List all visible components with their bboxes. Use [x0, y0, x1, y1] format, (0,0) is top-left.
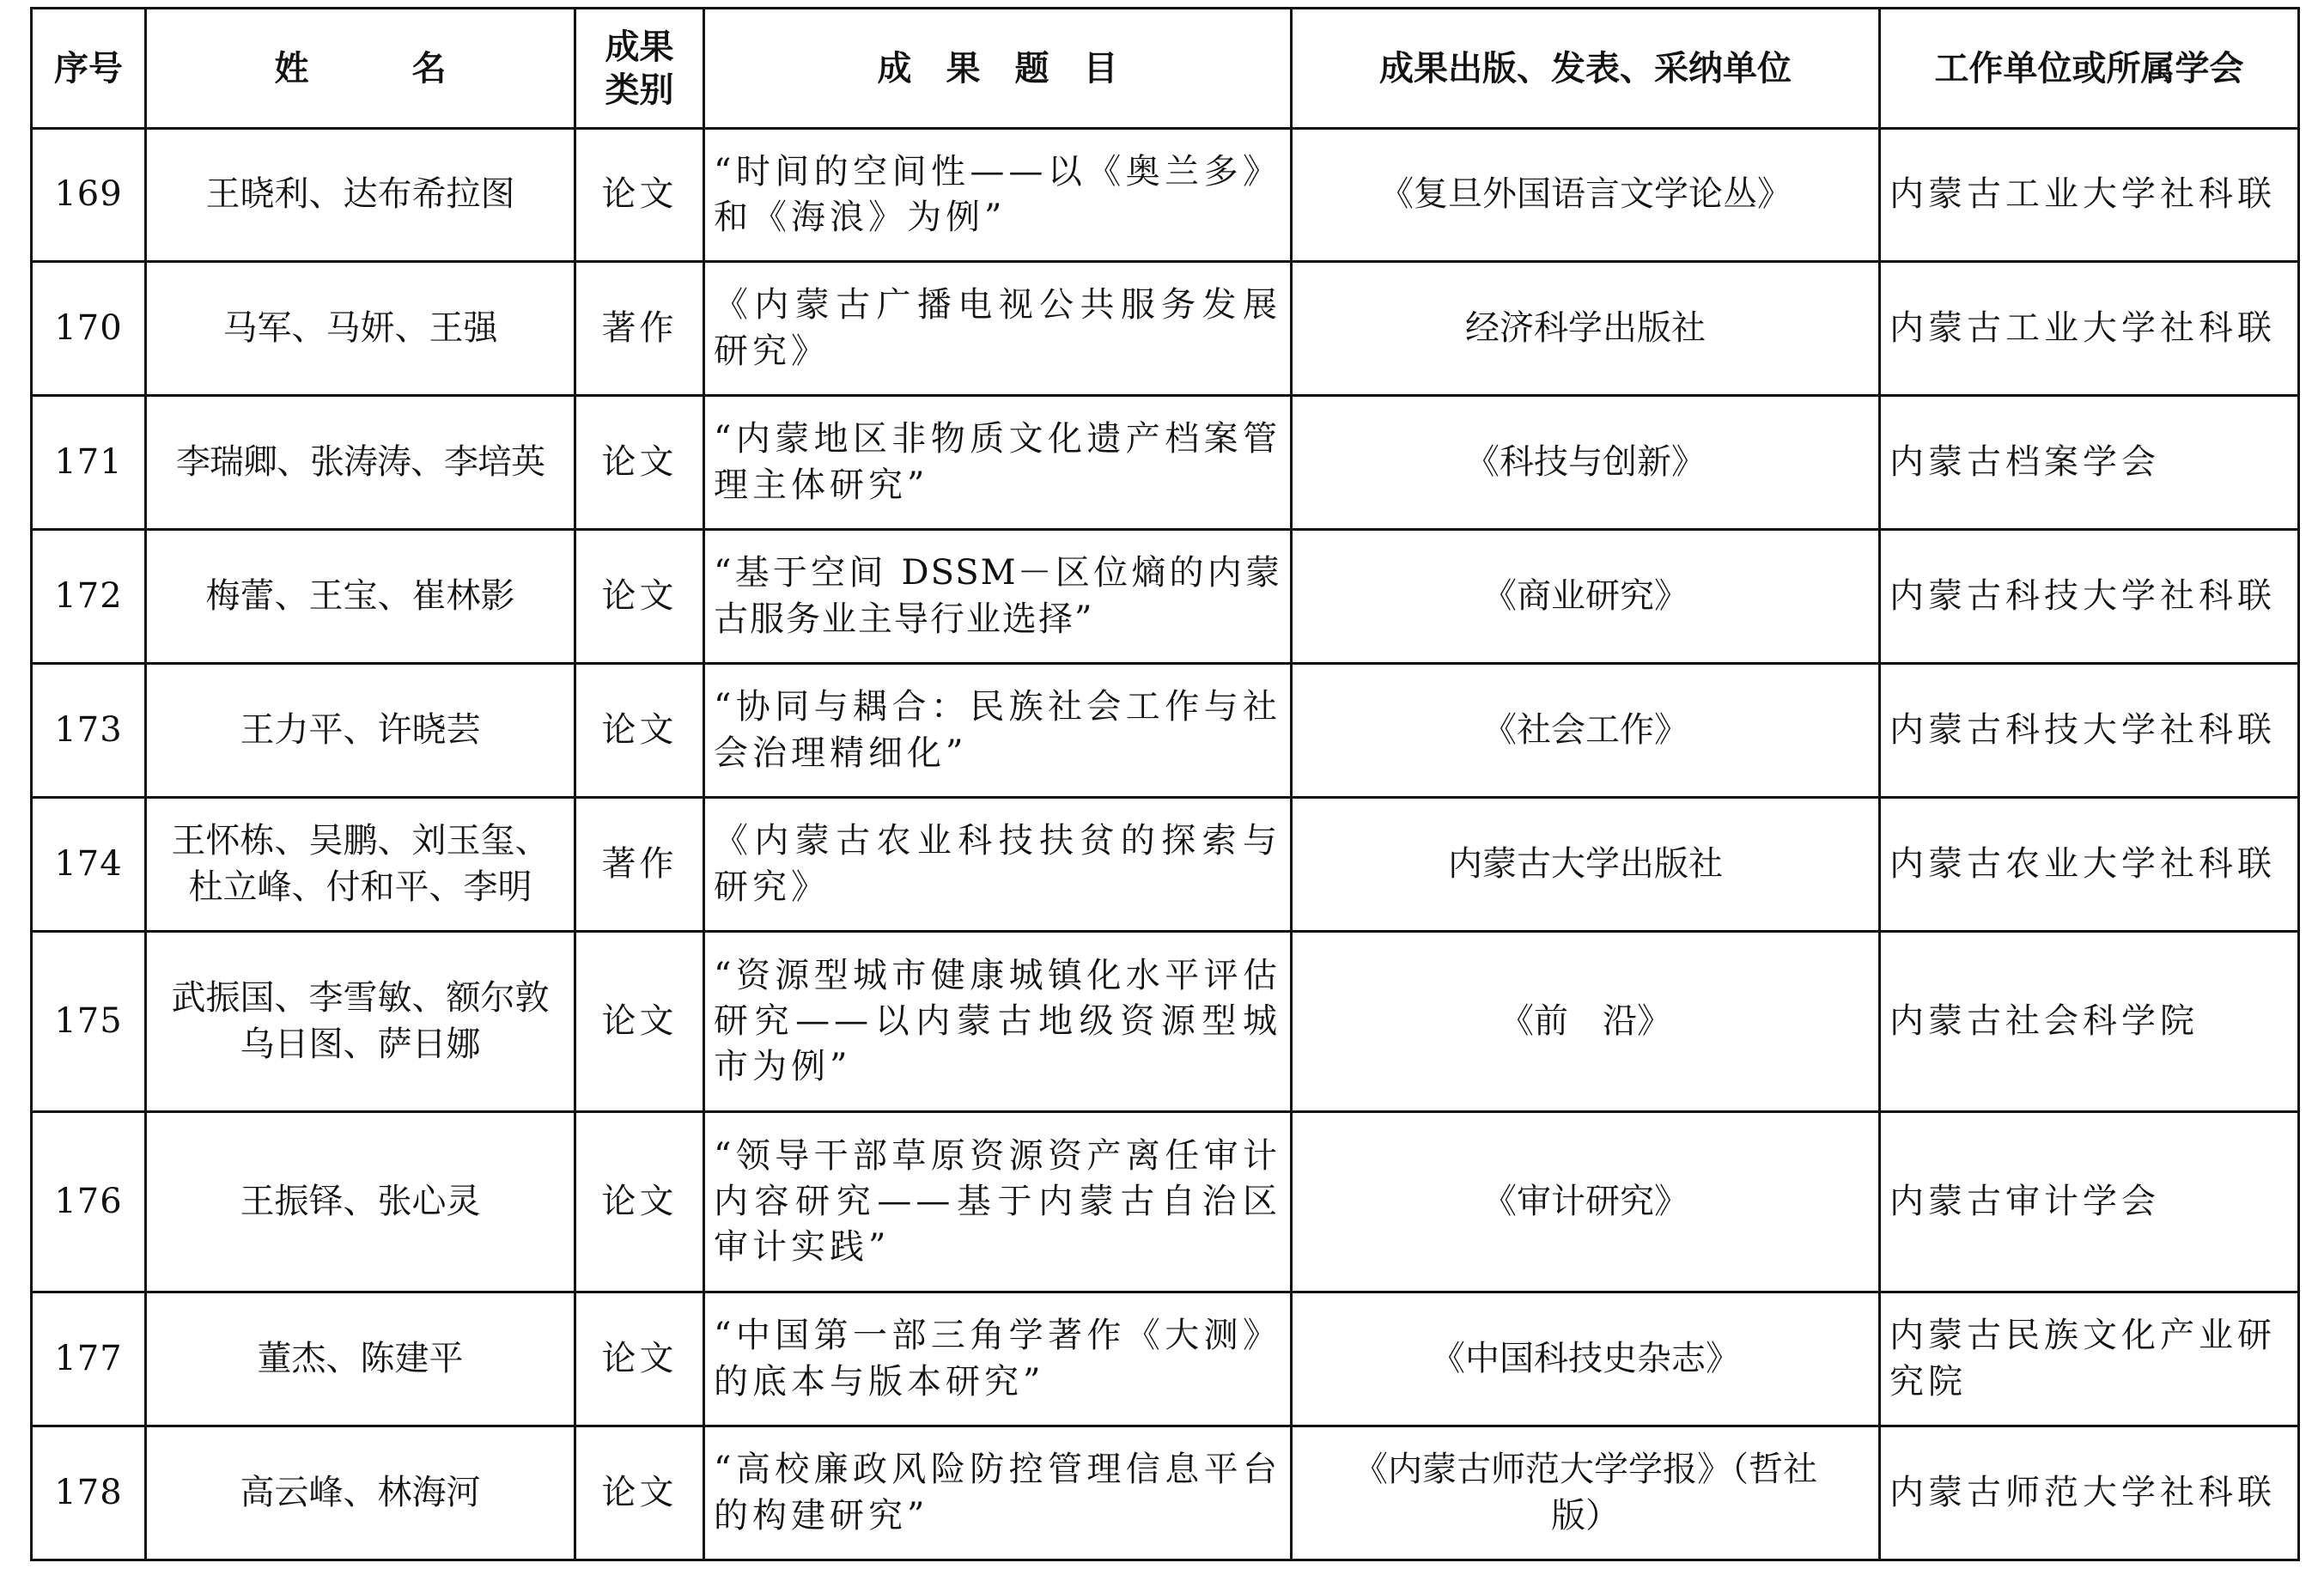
row-publisher: 《前 沿》: [1292, 932, 1880, 1112]
header-names: 姓 名: [146, 9, 575, 129]
row-unit: 内蒙古工业大学社科联: [1880, 262, 2299, 396]
row-authors: 武振国、李雪敏、额尔敦乌日图、萨日娜: [146, 932, 575, 1112]
table-row: [32, 798, 2299, 932]
row-publisher: 《内蒙古师范大学学报》（哲社版）: [1292, 1426, 1880, 1560]
row-unit: 内蒙古师范大学社科联: [1880, 1426, 2299, 1560]
row-unit: 内蒙古农业大学社科联: [1880, 798, 2299, 932]
row-title: “内蒙地区非物质文化遗产档案管理主体研究”: [704, 396, 1292, 530]
row-unit: 内蒙古科技大学社科联: [1880, 664, 2299, 798]
row-number: 175: [32, 932, 146, 1112]
header-unit: 工作单位或所属学会: [1880, 9, 2299, 129]
row-unit: 内蒙古科技大学社科联: [1880, 530, 2299, 664]
table-row: [32, 932, 2299, 1112]
row-category: 论文: [575, 932, 704, 1112]
row-number: 172: [32, 530, 146, 664]
row-unit: 内蒙古档案学会: [1880, 396, 2299, 530]
row-category: 论文: [575, 1112, 704, 1292]
row-title: “协同与耦合：民族社会工作与社会治理精细化”: [704, 664, 1292, 798]
row-unit: 内蒙古审计学会: [1880, 1112, 2299, 1292]
row-title: 《内蒙古广播电视公共服务发展研究》: [704, 262, 1292, 396]
header-category: 成果类别: [575, 9, 704, 129]
row-title: “中国第一部三角学著作《大测》的底本与版本研究”: [704, 1292, 1292, 1426]
table-row: [32, 1292, 2299, 1426]
header-title: 成 果 题 目: [704, 9, 1292, 129]
row-publisher: 内蒙古大学出版社: [1292, 798, 1880, 932]
header-publisher: 成果出版、发表、采纳单位: [1292, 9, 1880, 129]
row-number: 176: [32, 1112, 146, 1292]
row-category: 论文: [575, 129, 704, 262]
row-publisher: 《复旦外国语言文学论丛》: [1292, 129, 1880, 262]
row-publisher: 《审计研究》: [1292, 1112, 1880, 1292]
table-row: [32, 1426, 2299, 1560]
row-number: 171: [32, 396, 146, 530]
row-title: “资源型城市健康城镇化水平评估研究——以内蒙古地级资源型城市为例”: [704, 932, 1292, 1112]
row-number: 173: [32, 664, 146, 798]
row-publisher: 《社会工作》: [1292, 664, 1880, 798]
table-row: [32, 262, 2299, 396]
table-row: [32, 129, 2299, 262]
row-publisher: 《科技与创新》: [1292, 396, 1880, 530]
row-authors: 李瑞卿、张涛涛、李培英: [146, 396, 575, 530]
row-authors: 梅蕾、王宝、崔林影: [146, 530, 575, 664]
row-publisher: 《中国科技史杂志》: [1292, 1292, 1880, 1426]
row-number: 169: [32, 129, 146, 262]
row-title: “领导干部草原资源资产离任审计内容研究——基于内蒙古自治区审计实践”: [704, 1112, 1292, 1292]
row-category: 论文: [575, 1426, 704, 1560]
row-authors: 王振铎、张心灵: [146, 1112, 575, 1292]
row-authors: 王怀栋、吴鹏、刘玉玺、杜立峰、付和平、李明: [146, 798, 575, 932]
row-authors: 马军、马妍、王强: [146, 262, 575, 396]
table-row: [32, 396, 2299, 530]
row-category: 论文: [575, 396, 704, 530]
row-authors: 王力平、许晓芸: [146, 664, 575, 798]
row-number: 177: [32, 1292, 146, 1426]
table-row: [32, 530, 2299, 664]
row-category: 论文: [575, 530, 704, 664]
row-title: “时间的空间性——以《奥兰多》和《海浪》为例”: [704, 129, 1292, 262]
row-authors: 王晓利、达布希拉图: [146, 129, 575, 262]
row-category: 论文: [575, 1292, 704, 1426]
row-category: 著作: [575, 798, 704, 932]
row-publisher: 《商业研究》: [1292, 530, 1880, 664]
results-table: [30, 7, 2300, 1561]
row-category: 论文: [575, 664, 704, 798]
row-category: 著作: [575, 262, 704, 396]
row-number: 174: [32, 798, 146, 932]
row-number: 170: [32, 262, 146, 396]
row-title: “高校廉政风险防控管理信息平台的构建研究”: [704, 1426, 1292, 1560]
table-row: [32, 664, 2299, 798]
row-title: “基于空间 DSSM－区位熵的内蒙古服务业主导行业选择”: [704, 530, 1292, 664]
row-publisher: 经济科学出版社: [1292, 262, 1880, 396]
header-no: 序号: [32, 9, 146, 129]
row-unit: 内蒙古工业大学社科联: [1880, 129, 2299, 262]
header-row: [32, 9, 2299, 129]
row-unit: 内蒙古社会科学院: [1880, 932, 2299, 1112]
row-authors: 高云峰、林海河: [146, 1426, 575, 1560]
row-title: 《内蒙古农业科技扶贫的探索与研究》: [704, 798, 1292, 932]
row-unit: 内蒙古民族文化产业研究院: [1880, 1292, 2299, 1426]
row-number: 178: [32, 1426, 146, 1560]
row-authors: 董杰、陈建平: [146, 1292, 575, 1426]
results-table-page: [30, 7, 2297, 1561]
table-row: [32, 1112, 2299, 1292]
